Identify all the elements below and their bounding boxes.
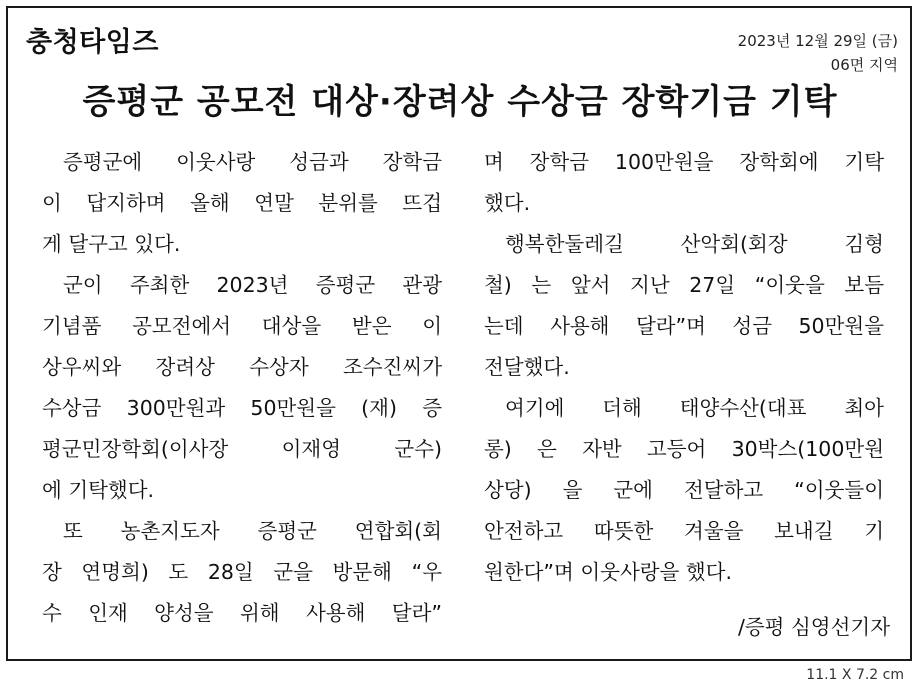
article-text-line: 전달했다. xyxy=(484,355,570,379)
article-text-line: 며 장학금 100만원을 장학회에 기탁 xyxy=(484,150,884,174)
article-text-line: 롱) 은 자반 고등어 30박스(100만원 xyxy=(484,437,884,461)
page-section: 06면 지역 xyxy=(830,56,898,74)
article-text-line: 에 기탁했다. xyxy=(42,478,155,502)
article-column-left xyxy=(42,142,442,634)
article-text-line: 는데 사용해 달라”며 성금 50만원을 xyxy=(484,314,884,338)
article-text-line: 이 답지하며 올해 연말 분위를 뜨겁 xyxy=(42,191,442,215)
article-text-line: 수상금 300만원과 50만원을 (재) 증 xyxy=(42,396,442,420)
article-byline: /증평 심영선기자 xyxy=(737,615,890,639)
article-text-line: 상당) 을 군에 전달하고 “이웃들이 xyxy=(484,478,884,502)
clip-size-label: 11.1 X 7.2 cm xyxy=(806,667,904,683)
article-text-line: 수 인재 양성을 위해 사용해 달라” xyxy=(42,601,442,625)
article-column-right xyxy=(484,142,884,593)
article-headline: 증평군 공모전 대상·장려상 수상금 장학기금 기탁 xyxy=(82,82,838,122)
article-text-line: 원한다”며 이웃사랑을 했다. xyxy=(484,560,733,584)
article-text-line: 증평군에 이웃사랑 성금과 장학금 xyxy=(63,150,442,174)
article-text-line: 했다. xyxy=(484,191,531,215)
article-text-line: 게 달구고 있다. xyxy=(42,232,181,256)
publication-date: 2023년 12월 29일 (금) xyxy=(737,32,898,50)
article-text-line: 또 농촌지도자 증평군 연합회(회 xyxy=(63,519,442,543)
article-text-line: 안전하고 따뜻한 겨울을 보내길 기 xyxy=(484,519,884,543)
article-text-line: 행복한둘레길 산악회(회장 김형 xyxy=(505,232,884,256)
article-text-line: 철) 는 앞서 지난 27일 “이웃을 보듬 xyxy=(484,273,884,297)
newspaper-name: 충청타임즈 xyxy=(26,27,159,58)
article-text-line: 장 연명희) 도 28일 군을 방문해 “우 xyxy=(42,560,442,584)
article-text-line: 기념품 공모전에서 대상을 받은 이 xyxy=(42,314,442,338)
article-text-line: 상우씨와 장려상 수상자 조수진씨가 xyxy=(42,355,442,379)
article-text-line: 여기에 더해 태양수산(대표 최아 xyxy=(505,396,884,420)
article-text-line: 평군민장학회(이사장 이재영 군수) xyxy=(42,437,442,461)
article-text-line: 군이 주최한 2023년 증평군 관광 xyxy=(63,273,442,297)
